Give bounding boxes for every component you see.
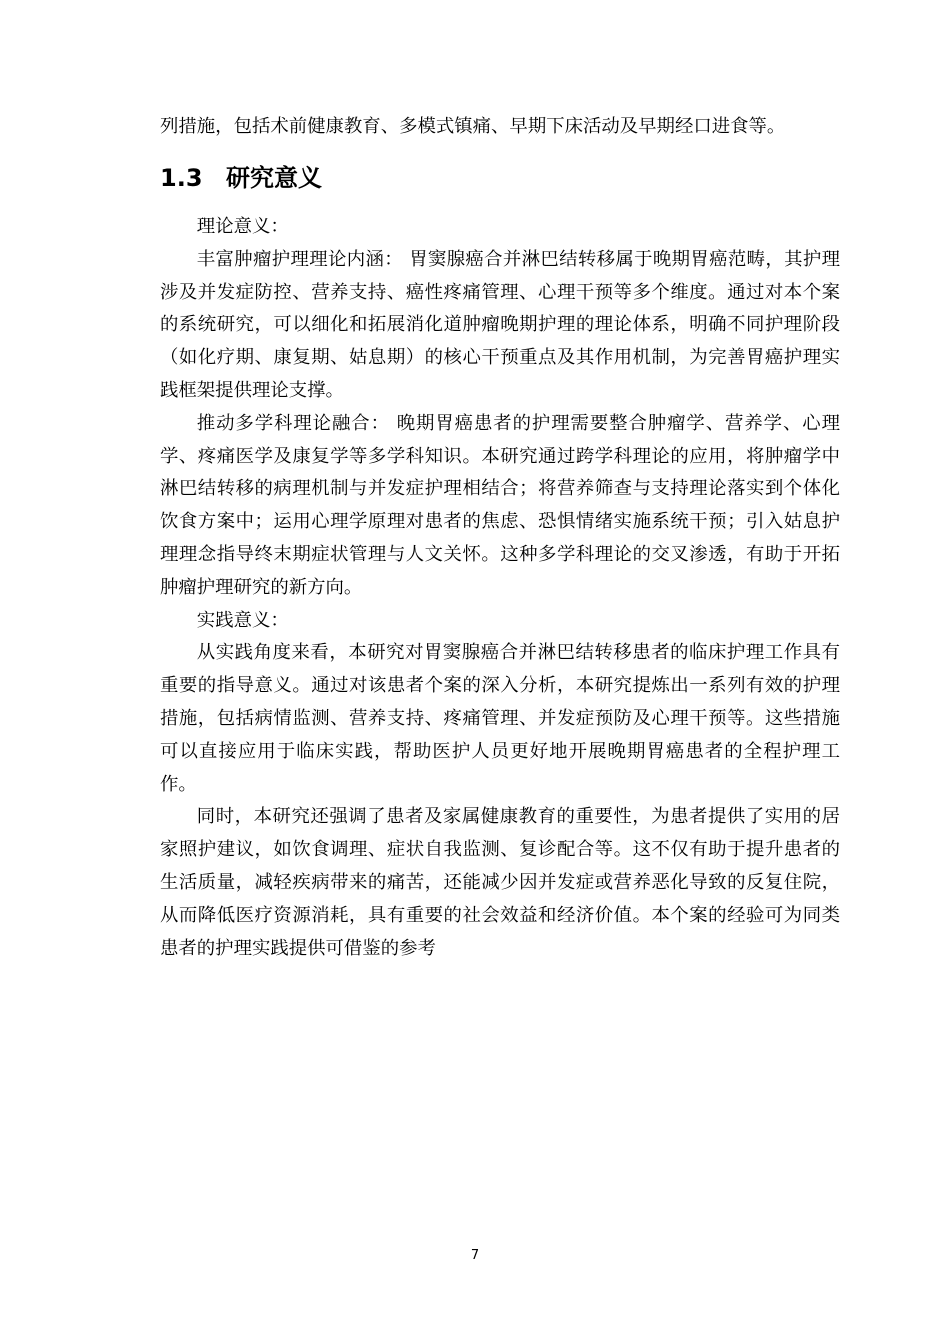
paragraph-enrich-theory: 丰富肿瘤护理理论内涵： 胃窦腺癌合并淋巴结转移属于晚期胃癌范畴，其护理涉及并发症防控、营养支持、癌性疼痛管理、心理干预等多个维度。通过对本个案的系统研究，可以细化和拓展消化道肿瘤晚期护理的理论体系，明确不同护理阶段（如化疗期、康复期、姑息期）的核心干预重点及其作用机制，为完善胃癌护理实践框架提供理论支撑。 <box>160 248 840 401</box>
paragraph-practice-guidance: 从实践角度来看，本研究对胃窦腺癌合并淋巴结转移患者的临床护理工作具有重要的指导意义。通过对该患者个案的深入分析，本研究提炼出一系列有效的护理措施，包括病情监测、营养支持、疼痛管理、并发症预防及心理干预等。这些措施可以直接应用于临床实践，帮助医护人员更好地开展晚期胃癌患者的全程护理工作。 <box>160 642 840 795</box>
paragraph-multidisciplinary: 推动多学科理论融合： 晚期胃癌患者的护理需要整合肿瘤学、营养学、心理学、疼痛医学及康复学等多学科知识。本研究通过跨学科理论的应用，将肿瘤学中淋巴结转移的病理机制与并发症护理相结合；将营养筛查与支持理论落实到个体化饮食方案中；运用心理学原理对患者的焦虑、恐惧情绪实施系统干预；引入姑息护理理念指导终末期症状管理与人文关怀。这种多学科理论的交叉渗透，有助于开拓肿瘤护理研究的新方向。 <box>160 412 840 598</box>
section-body <box>160 211 840 965</box>
page-number: 7 <box>470 1248 480 1263</box>
paragraph-health-education: 同时，本研究还强调了患者及家属健康教育的重要性，为患者提供了实用的居家照护建议，如饮食调理、症状自我监测、复诊配合等。这不仅有助于提升患者的生活质量，减轻疾病带来的痛苦，还能减少因并发症或营养恶化导致的反复住院，从而降低医疗资源消耗，具有重要的社会效益和经济价值。本个案的经验可为同类患者的护理实践提供可借鉴的参考 <box>160 806 840 959</box>
section-number: 1.3 <box>160 164 203 192</box>
section-heading <box>160 160 322 196</box>
section-title: 研究意义 <box>226 164 322 192</box>
paragraph-theory-label: 理论意义： <box>196 216 289 237</box>
paragraph-practice-label: 实践意义： <box>196 609 289 631</box>
continuation-line: 列措施，包括术前健康教育、多模式镇痛、早期下床活动及早期经口进食等。 <box>160 116 786 137</box>
